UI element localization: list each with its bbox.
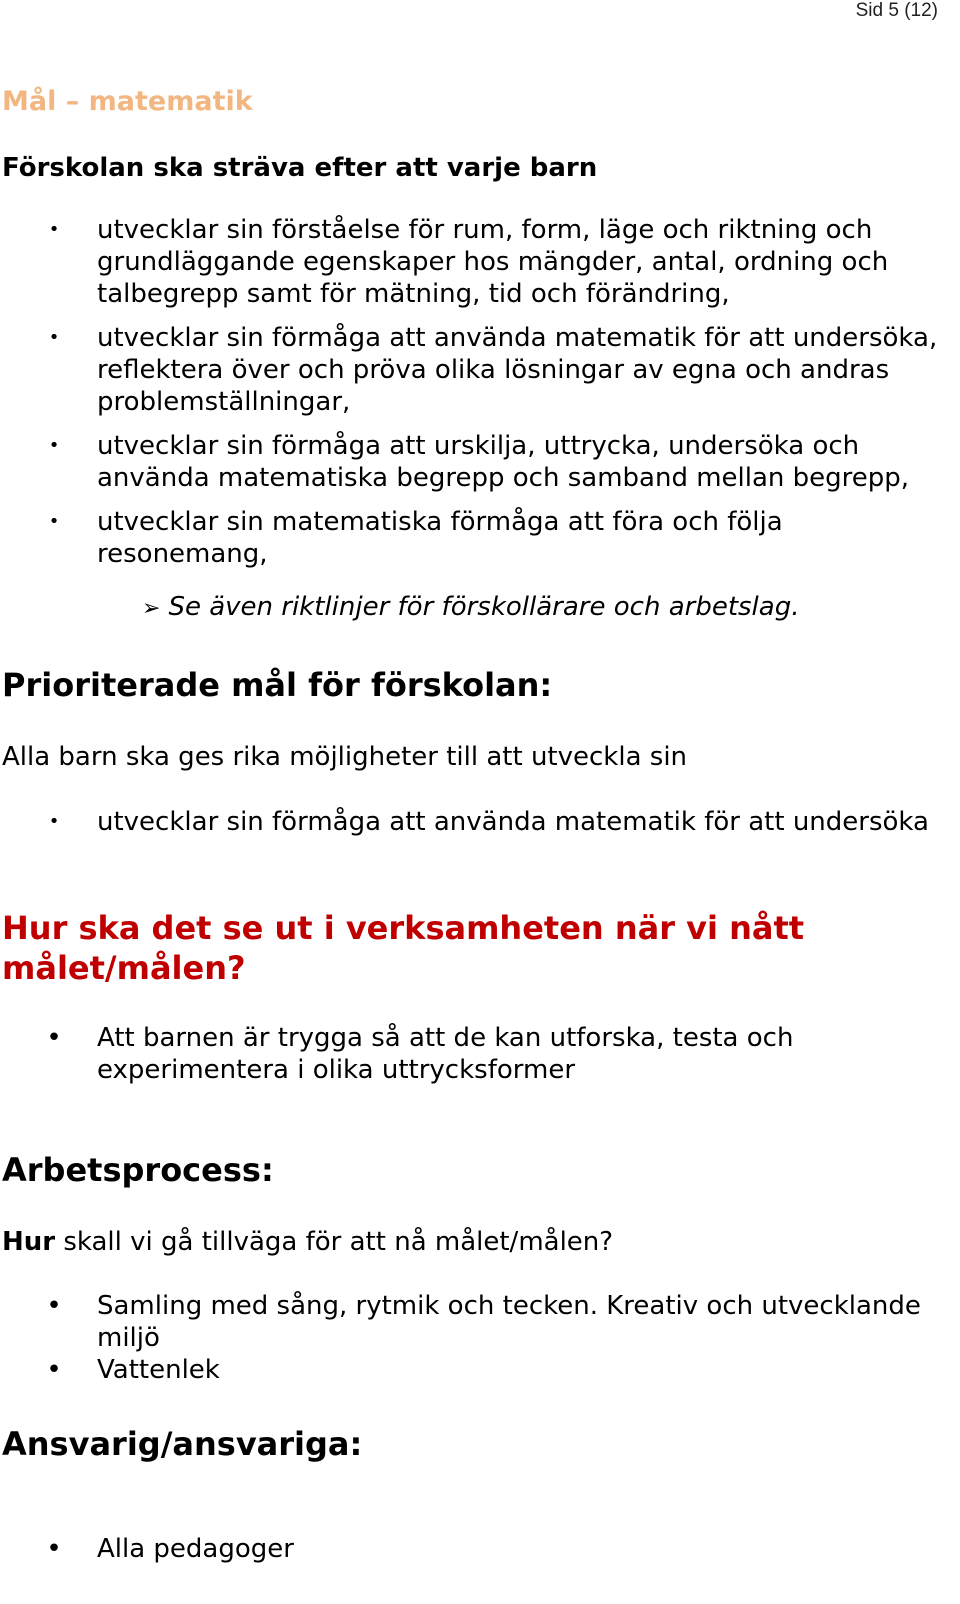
list-item: [0, 1533, 950, 1565]
bullet-icon: •: [48, 811, 60, 832]
process-question-rest: skall vi gå tillväga för att nå målet/målen?: [55, 1227, 614, 1257]
bullet-icon: •: [46, 1023, 62, 1053]
list-item: [0, 1354, 950, 1386]
responsible-list: [0, 1533, 950, 1565]
list-item: [0, 430, 950, 494]
goal-text: utvecklar sin förmåga att urskilja, uttrycka, undersöka och använda matematiska begrepp och samband mellan begrepp,: [97, 431, 910, 493]
list-item: [0, 506, 950, 570]
list-item: [0, 1022, 950, 1086]
bullet-icon: •: [46, 1291, 62, 1321]
process-question-bold: Hur: [2, 1227, 56, 1257]
goal-text: utvecklar sin matematiska förmåga att föra och följa resonemang,: [97, 507, 783, 569]
bullet-icon: •: [46, 1534, 62, 1564]
responsible-heading: Ansvarig/ansvariga:: [2, 1425, 363, 1463]
goal-text: utvecklar sin förståelse för rum, form, läge och riktning och grundläggande egenskaper hos mängder, antal, ordning och talbegrepp samt för mätning, tid och förändring,: [97, 215, 889, 309]
process-question: [2, 1227, 613, 1257]
list-item: [0, 1290, 950, 1354]
process-item-text: Vattenlek: [97, 1355, 220, 1385]
list-item: [0, 322, 950, 418]
outcome-heading: Hur ska det se ut i verksamheten när vi nått målet/målen?: [2, 909, 805, 987]
outcome-list: [0, 1022, 950, 1086]
process-list: [0, 1290, 950, 1386]
see-also-note: [142, 592, 799, 622]
responsible-item-text: Alla pedagoger: [97, 1534, 294, 1564]
process-heading: Arbetsprocess:: [2, 1151, 274, 1189]
process-item-text: Samling med sång, rytmik och tecken. Kreativ och utvecklande miljö: [97, 1291, 921, 1353]
goal-title: Mål – matematik: [2, 86, 253, 117]
prioritized-item-text: utvecklar sin förmåga att använda matematik för att undersöka: [97, 807, 929, 837]
prioritized-list: [0, 806, 950, 838]
goal-text: utvecklar sin förmåga att använda matematik för att undersöka, reflektera över och pröva olika lösningar av egna och andras problemställningar,: [97, 323, 938, 417]
list-item: [0, 214, 950, 310]
bullet-icon: •: [48, 327, 60, 348]
goals-intro: Förskolan ska sträva efter att varje barn: [2, 153, 598, 183]
goals-list: [0, 214, 950, 570]
see-also-text: Se även riktlinjer för förskollärare och arbetslag.: [168, 592, 800, 622]
outcome-item-text: Att barnen är trygga så att de kan utforska, testa och experimentera i olika uttrycksformer: [97, 1023, 794, 1085]
bullet-icon: •: [48, 435, 60, 456]
bullet-icon: •: [48, 219, 60, 240]
bullet-icon: •: [46, 1355, 62, 1385]
prioritized-text: Alla barn ska ges rika möjligheter till att utveckla sin: [2, 742, 688, 772]
bullet-icon: •: [48, 511, 60, 532]
page-number: Sid 5 (12): [855, 0, 938, 21]
list-item: [0, 806, 950, 838]
prioritized-heading: Prioriterade mål för förskolan:: [2, 666, 553, 704]
arrow-icon: ➢: [142, 596, 161, 621]
